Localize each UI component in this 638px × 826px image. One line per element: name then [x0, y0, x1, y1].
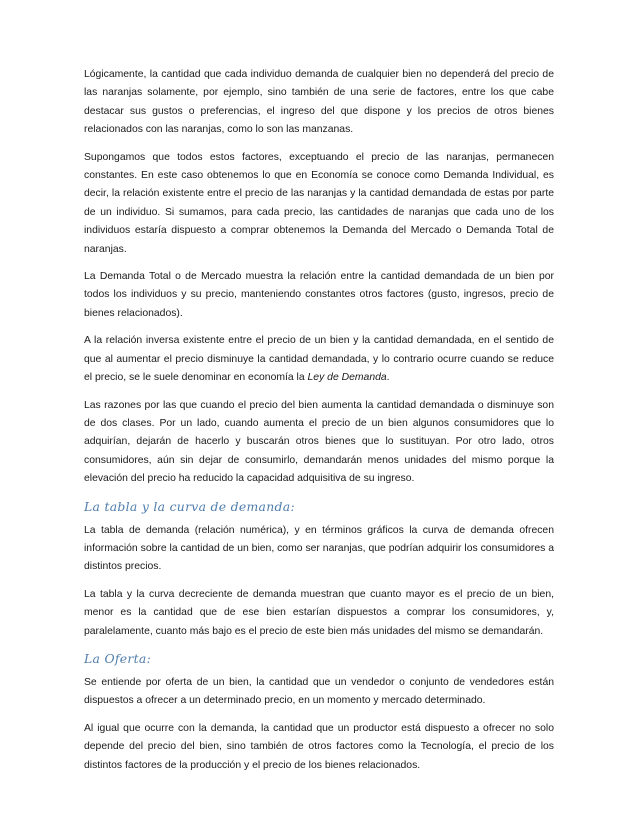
paragraph-individual-demand: Supongamos que todos estos factores, exceptuando el precio de las naranjas, permanecen constantes. En este caso obtenemos lo que en Economía se conoce como Demanda Individual, es decir, la relación existente entre el precio de las naranjas y la cantidad demandada de estas por parte de un individuo. Si sumamos, para cada precio, las cantidades de naranjas que cada uno de los individuos estaría dispuesto a comprar obtenemos la Demanda del Mercado o Demanda Total de naranjas.: [84, 151, 554, 255]
paragraph-demand-curve: La tabla y la curva decreciente de demanda muestran que cuanto mayor es el precio de un bien, menor es la cantidad que de ese bien estarían dispuestos a comprar los consumidores, y, paralelamente, cuanto más bajo es el precio de este bien más unidades del mismo se demandarán.: [84, 588, 554, 637]
paragraph-demand-factors: Lógicamente, la cantidad que cada individuo demanda de cualquier bien no dependerá del precio de las naranjas solamente, por ejemplo, sino también de una serie de factores, entre los que cabe destacar sus gustos o preferencias, el ingreso del que dispone y los precios de otros bienes relacionados con las naranjas, como lo son las manzanas.: [84, 69, 554, 136]
paragraph-law-of-demand: [84, 332, 554, 387]
law-of-demand-term: Ley de Demanda: [307, 372, 387, 384]
heading-demand-table-curve: La tabla y la curva de demanda:: [84, 498, 295, 514]
law-of-demand-end: .: [386, 372, 390, 384]
document-page: [84, 66, 554, 784]
paragraph-supply-definition: Se entiende por oferta de un bien, la cantidad que un vendedor o conjunto de vendedores están dispuestos a ofrecer a un determinado precio, en un momento y mercado determinado.: [84, 676, 554, 707]
law-of-demand-text: A la relación inversa existente entre el precio de un bien y la cantidad demandada, en el sentido de que al aumentar el precio disminuye la cantidad demandada, y lo contrario ocurre cuando se reduce el precio, se le suele denominar en economía la: [84, 335, 554, 384]
paragraph-demand-reasons: Las razones por las que cuando el precio del bien aumenta la cantidad demandada o disminuye son de dos clases. Por un lado, cuando aumenta el precio de un bien algunos consumidores que lo adquirían, dejarán de hacerlo y buscarán otros bienes que lo sustituyan. Por otro lado, otros consumidores, aún sin dejar de consumirlo, demandarán menos unidades del mismo porque la elevación del precio ha reducido la capacidad adquisitiva de su ingreso.: [84, 399, 554, 485]
paragraph-supply-factors: Al igual que ocurre con la demanda, la cantidad que un productor está dispuesto a ofrecer no solo depende del precio del bien, sino también de otros factores como la Tecnología, el precio de los distintos factores de la producción y el precio de los bienes relacionados.: [84, 722, 554, 771]
heading-supply: La Oferta:: [84, 650, 152, 666]
paragraph-demand-table: La tabla de demanda (relación numérica), y en términos gráficos la curva de demanda ofrecen información sobre la cantidad de un bien, como ser naranjas, que podrían adquirir los consumidores a distintos precios.: [84, 524, 554, 573]
paragraph-total-demand: La Demanda Total o de Mercado muestra la relación entre la cantidad demandada de un bien por todos los individuos y su precio, manteniendo constantes otros factores (gusto, ingresos, precio de bienes relacionados).: [84, 271, 554, 319]
